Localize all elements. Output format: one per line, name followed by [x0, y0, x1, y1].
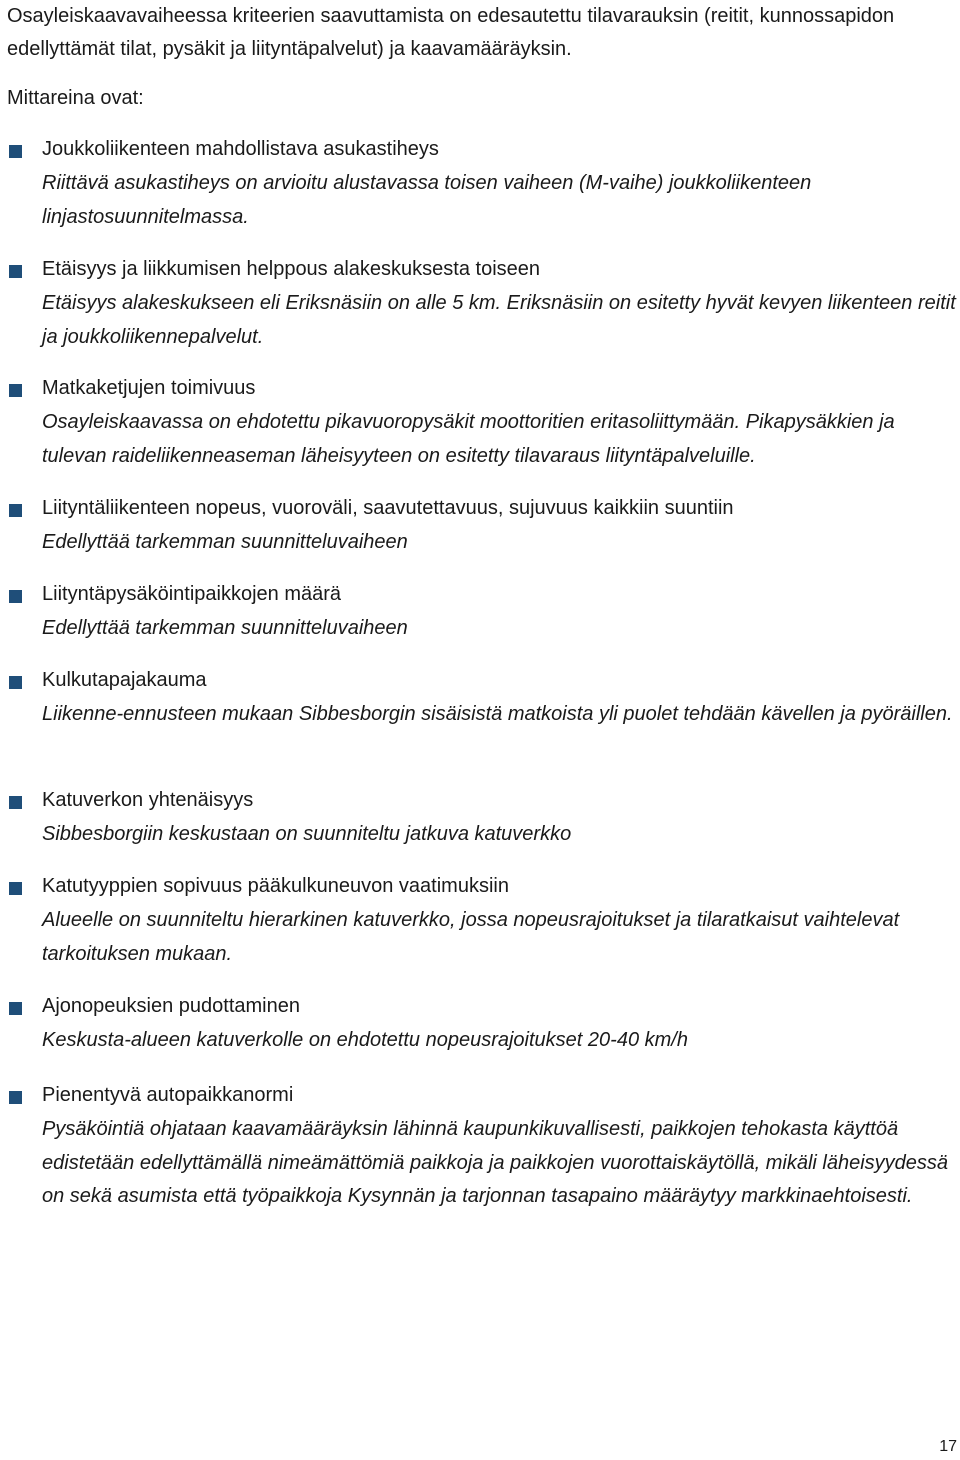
square-bullet-icon	[9, 1002, 22, 1015]
square-bullet-icon	[9, 676, 22, 689]
list-item-description: Etäisyys alakeskukseen eli Eriksnäsiin on alle 5 km. Eriksnäsiin on esitetty hyvät kevyen liikenteen reitit ja joukkoliikennepalvelut.	[42, 292, 956, 348]
list-item-description: Osayleiskaavassa on ehdotettu pikavuoropysäkit moottoritien eritasoliittymään. Pikapysäkkien ja tulevan raideliikenneaseman läheisyyteen on esitetty tilavaraus liityntäpalveluille.	[42, 411, 895, 467]
square-bullet-icon	[9, 504, 22, 517]
list-item-description: Keskusta-alueen katuverkolle on ehdotettu nopeusrajoitukset 20-40 km/h	[42, 1029, 688, 1051]
list-item-description: Sibbesborgiin keskustaan on suunniteltu jatkuva katuverkko	[42, 823, 572, 845]
list-item-title: Liityntäliikenteen nopeus, vuoroväli, saavutettavuus, sujuvuus kaikkiin suuntiin	[42, 497, 734, 519]
list-item-title: Ajonopeuksien pudottaminen	[42, 995, 300, 1017]
list-item-title: Joukkoliikenteen mahdollistava asukastiheys	[42, 138, 439, 160]
intro-paragraph: Osayleiskaavavaiheessa kriteerien saavuttamista on edesautettu tilavarauksin (reitit, kunnossapidon edellyttämät tilat, pysäkit ja liityntäpalvelut) ja kaavamääräyksin.	[7, 5, 895, 60]
list-item-title: Etäisyys ja liikkumisen helppous alakeskuksesta toiseen	[42, 258, 541, 280]
list-item-title: Pienentyvä autopaikkanormi	[42, 1084, 294, 1106]
list-item-title: Matkaketjujen toimivuus	[42, 377, 256, 399]
list-item-description: Pysäköintiä ohjataan kaavamääräyksin lähinnä kaupunkikuvallisesti, paikkojen tehokasta käyttöä edistetään edellyttämällä nimeämättömiä paikkoja ja paikkojen vuorottaiskäytöllä, mikäli läheisyydessä on sekä asumista että työpaikkoja Kysynnän ja tarjonnan tasapaino määräytyy markkinaehtoisesti.	[42, 1118, 949, 1207]
square-bullet-icon	[9, 384, 22, 397]
square-bullet-icon	[9, 796, 22, 809]
list-item-title: Katutyyppien sopivuus pääkulkuneuvon vaatimuksiin	[42, 875, 509, 897]
list-item-title: Liityntäpysäköintipaikkojen määrä	[42, 583, 342, 605]
list-item-description: Edellyttää tarkemman suunnitteluvaiheen	[42, 617, 408, 639]
list-item-description: Liikenne-ennusteen mukaan Sibbesborgin sisäisistä matkoista yli puolet tehdään kävellen ja pyöräillen.	[42, 703, 953, 725]
square-bullet-icon	[9, 1091, 22, 1104]
list-item-title: Katuverkon yhtenäisyys	[42, 789, 254, 811]
square-bullet-icon	[9, 265, 22, 278]
square-bullet-icon	[9, 882, 22, 895]
criteria-heading: Mittareina ovat:	[7, 87, 144, 109]
page-number: 17	[939, 1438, 957, 1455]
list-item-description: Riittävä asukastiheys on arvioitu alustavassa toisen vaiheen (M-vaihe) joukkoliikenteen linjastosuunnitelmassa.	[42, 172, 812, 228]
list-item-title: Kulkutapajakauma	[42, 669, 207, 691]
square-bullet-icon	[9, 145, 22, 158]
square-bullet-icon	[9, 590, 22, 603]
list-item-description: Alueelle on suunniteltu hierarkinen katuverkko, jossa nopeusrajoitukset ja tilaratkaisut vaihtelevat tarkoituksen mukaan.	[42, 909, 900, 965]
list-item-description: Edellyttää tarkemman suunnitteluvaiheen	[42, 531, 408, 553]
